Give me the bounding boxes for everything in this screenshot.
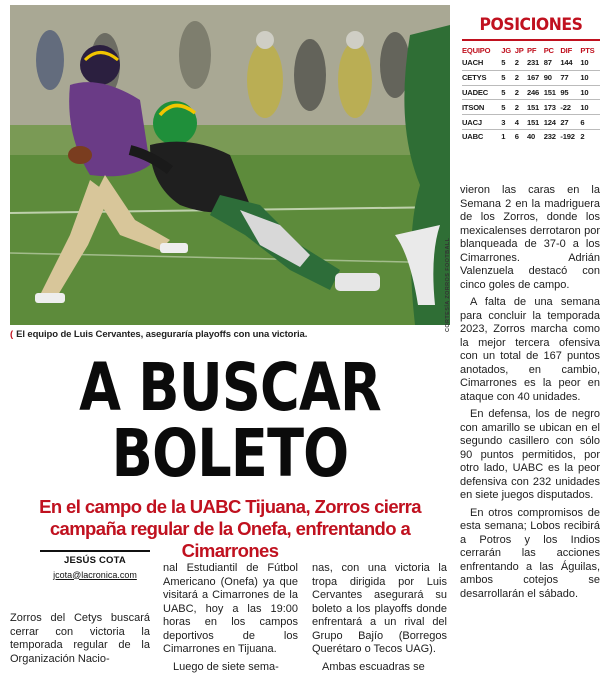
cell-jg: 5 [501,58,506,68]
cell-pts: 10 [580,58,589,68]
col-header-pc: PC [543,46,554,55]
byline-rule [40,550,150,552]
paragraph: nal Estudiantil de Fútbol Americano (Onefa) ya que visitará a Cimarrones de la UABC, hoy a las 19:00 horas en los campos deportivos de los Cimarrones en Tijuana. [163,562,298,655]
col-header-pf: PF [526,46,537,55]
table-row [462,85,600,100]
cell-pc: 90 [544,70,561,85]
cell-pf: 231 [526,58,540,68]
byline-author: JESÚS COTA [63,554,126,566]
cell-pc: 151 [544,85,561,100]
paragraph: Zorros del Cetys buscará cerrar con victoria la temporada regular de la Organización Nacio- [10,612,150,665]
cell-jg: 5 [501,85,514,100]
paragraph: En otros compromisos de esta semana; Lobos recibirá a Potros y los Indios cerrarán las acciones enfrentando a las Águilas, ambos cotejos se desarrollarán el sábado. [460,506,600,600]
standings-header-row [462,45,600,56]
cell-team: UABC [462,129,501,143]
cell-pts: 2 [580,129,600,143]
cell-jg: 5 [501,100,514,115]
paragraph: A falta de una semana para concluir la temporada 2023, Zorros marcha como la mejor tercera ofensiva con un total de 167 puntos anotados, en cambio, Cimarrones es la peor en ataque con 40 unidades. [460,296,600,403]
cell-jp: 2 [515,100,527,115]
standings-box [462,15,600,144]
cell-pts: 10 [580,100,600,115]
photo-caption [10,329,450,340]
cell-pf: 40 [527,129,544,143]
cell-jp: 6 [515,129,527,143]
table-row [462,70,600,85]
cell-pc: 87 [543,58,552,68]
col-header-team: EQUIPO [462,46,491,55]
table-row [462,56,600,70]
cell-dif: 77 [560,70,580,85]
cell-dif: 95 [560,85,580,100]
cell-dif: 144 [560,58,573,68]
cell-pts: 6 [580,115,600,130]
headline-line-1: A BUSCAR [79,349,381,426]
table-row [462,100,600,115]
cell-dif: -22 [560,100,580,115]
table-row [462,129,600,143]
cell-jg: 1 [501,129,514,143]
col-header-dif: DIF [560,46,573,55]
article-column-1 [10,612,150,670]
article-column-4 [460,184,600,605]
game-photo [10,5,450,325]
cell-pts: 10 [580,70,600,85]
cell-team: ITSON [462,100,501,115]
standings-table [462,45,600,144]
photo-credit: CORTESÍA ZORROS FOOTBALL [445,237,451,332]
cell-pf: 246 [527,85,544,100]
cell-pf: 167 [527,70,544,85]
cell-pf: 151 [527,115,544,130]
cell-team: UACJ [462,115,501,130]
cell-team: CETYS [462,70,501,85]
cell-jp: 4 [515,115,527,130]
headline [50,349,411,492]
cell-pf: 151 [527,100,544,115]
cell-jp: 2 [515,70,527,85]
paragraph: Luego de siete sema- [173,660,279,673]
cell-team: UADEC [462,85,501,100]
cell-jg: 3 [501,115,514,130]
cell-pc: 124 [544,115,561,130]
paragraph: vieron las caras en la Semana 2 en la madriguera de los Zorros, donde los mexicalenses derrotaron por blanqueada de 37-0 a los Cimarrones. Adrián Valenzuela destacó con cinco goles de campo. [460,184,600,291]
cell-dif: -192 [560,129,580,143]
col-header-jp: JP [514,46,524,55]
article-column-2 [163,562,298,678]
cell-jp: 2 [514,58,519,68]
cell-pc: 173 [544,100,561,115]
cell-team: UACH [462,58,484,68]
caption-text: El equipo de Luis Cervantes, aseguraría playoffs con una victoria. [16,329,308,340]
standings-title: POSICIONES [479,15,583,35]
cell-pc: 232 [544,129,561,143]
cell-jp: 2 [515,85,527,100]
cell-dif: 27 [560,115,580,130]
byline-email-link[interactable]: jcota@lacronica.com [53,569,137,580]
col-header-jg: JG [501,46,511,55]
paragraph: En defensa, los de negro con amarillo se ubican en el segundo casillero con sólo 90 puntos permitidos, por otro lado, UABC es la peor defensiva con 232 unidades en siete juegos disputados. [460,408,600,501]
table-row [462,115,600,130]
deck-subheadline: En el campo de la UABC Tijuana, Zorros cierra campaña regular de la Onefa, enfrentando a Cimarrones [39,496,421,561]
paragraph: nas, con una victoria la tropa dirigida por Luis Cervantes asegurará su boleto a los playoffs donde enfrentará a un rival del Grupo Bajío (Borregos Querétaro o Tecos UAG). [312,562,447,655]
byline [40,550,150,580]
standings-divider [462,39,600,41]
football-tackle-illustration [10,5,450,325]
article-column-3 [312,562,447,678]
caption-mark: ( [10,329,14,340]
col-header-pts: PTS [580,46,595,55]
cell-jg: 5 [501,70,514,85]
cell-pts: 10 [580,85,600,100]
paragraph: Ambas escuadras se [322,660,425,673]
headline-line-2: BOLETO [111,415,349,492]
